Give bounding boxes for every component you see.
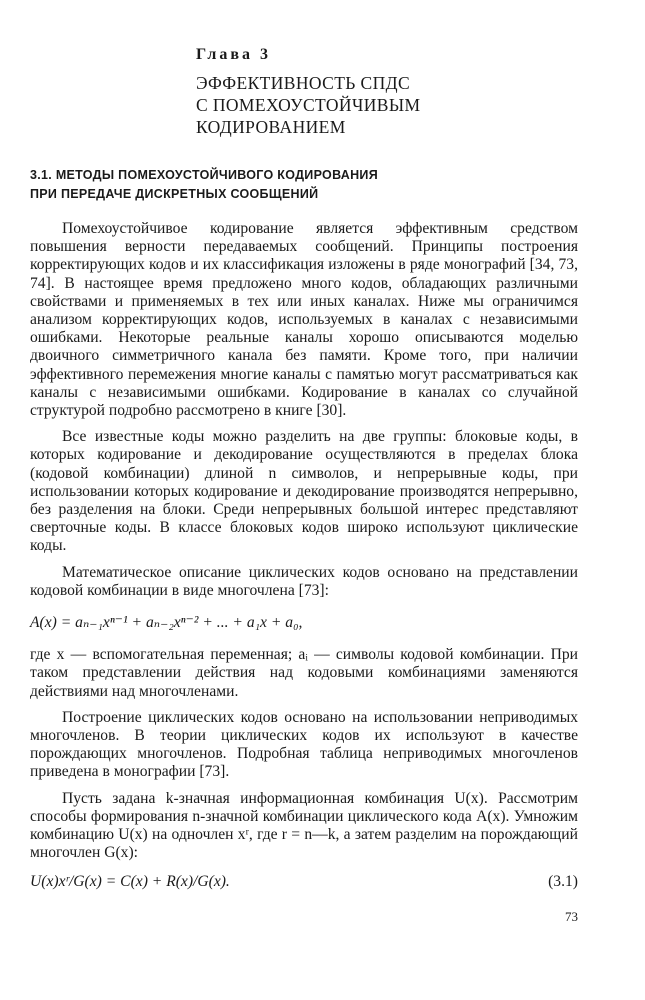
formula-division-expression: U(x)xʳ/G(x) = C(x) + R(x)/G(x). <box>30 872 230 890</box>
page-number: 73 <box>565 909 578 924</box>
section-heading-line: 3.1. МЕТОДЫ ПОМЕХОУСТОЙЧИВОГО КОДИРОВАНИЯ <box>30 168 378 182</box>
section-heading-line: ПРИ ПЕРЕДАЧЕ ДИСКРЕТНЫХ СООБЩЕНИЙ <box>30 187 319 201</box>
chapter-title <box>196 72 496 138</box>
paragraph: Математическое описание циклических кодов основано на представлении кодовой комбинации в виде многочлена [73]: <box>30 563 578 599</box>
chapter-title-line: ЭФФЕКТИВНОСТЬ СПДС <box>196 73 411 93</box>
formula-division <box>30 873 578 891</box>
paragraph: где x — вспомогательная переменная; aᵢ — символы кодовой комбинации. При таком представлении действия над кодовыми комбинациями заменяются действиями над многочленами. <box>30 646 578 700</box>
chapter-title-line: С ПОМЕХОУСТОЙЧИВЫМ <box>196 95 421 115</box>
paragraph: Пусть задана k-значная информационная комбинация U(x). Рассмотрим способы формирования n-значной комбинации циклического кода A(x). Умножим комбинацию U(x) на одночлен xʳ, где r = n—k, а затем разделим на порождающий многочлен G(x): <box>30 789 578 862</box>
chapter-title-line: КОДИРОВАНИЕМ <box>196 117 346 137</box>
paragraph: Построение циклических кодов основано на использовании неприводимых многочленов. В теории циклических кодов их используют в качестве порождающих многочленов. Подробная таблица неприводимых многочленов приведена в монографии [73]. <box>30 708 578 781</box>
body-text <box>30 220 578 891</box>
paragraph: Все известные коды можно разделить на две группы: блоковые коды, в которых кодирование и декодирование осуществляются в пределах блока (кодовой комбинации) длиной n символов, и непрерывные коды, при использовании которых кодирование и декодирование производятся непрерывно, без разделения на блоки. Среди непрерывных большой интерес представляют сверточные коды. В классе блоковых кодов широко используют циклические коды. <box>30 428 578 555</box>
formula-number: (3.1) <box>548 872 578 890</box>
paragraph: Помехоустойчивое кодирование является эффективным средством повышения верности передаваемых сообщений. Принципы построения корректирующих кодов и их классификация изложены в ряде монографий [34, 73, 74]. В настоящее время предложено много кодов, обладающих различными свойствами и применяемых в тех или иных каналах. Ниже мы ограничимся анализом корректирующих кодов, используемых в каналах с независимыми ошибками. Некоторые реальные каналы хорошо описываются моделью двоичного симметричного канала без памяти. Кроме того, при наличии эффективного перемежения многие каналы с памятью могут рассматриваться как каналы с независимыми ошибками. Кодирование в каналах со случайной структурой подробно рассмотрено в книге [30]. <box>30 220 578 420</box>
chapter-label: Глава 3 <box>196 46 271 63</box>
section-heading <box>30 166 590 204</box>
formula-polynomial: A(x) = aₙ₋₁xⁿ⁻¹ + aₙ₋₂xⁿ⁻² + ... + a₁x + a₀, <box>30 614 303 632</box>
